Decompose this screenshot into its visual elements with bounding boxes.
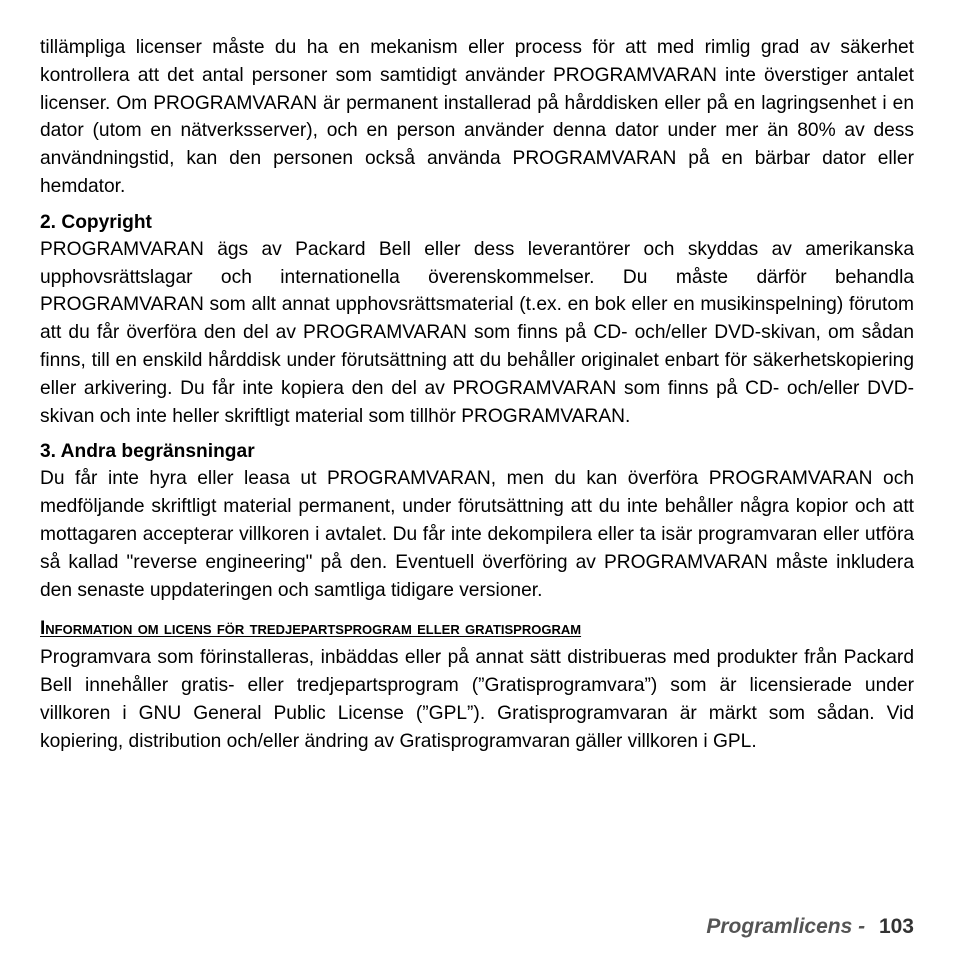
- footer-title: Programlicens -: [706, 915, 866, 938]
- page-footer: [706, 915, 914, 939]
- restrictions-paragraph: Du får inte hyra eller leasa ut PROGRAMVARAN, men du kan överföra PROGRAMVARAN och medföljande skriftligt material permanent, under förutsättning att du inte behåller några kopior och att mottagaren accepterar villkoren i avtalet. Du får inte dekompilera eller ta isär programvaran eller utföra så kallad "reverse engineering" på den. Eventuell överföring av PROGRAMVARAN måste inkludera den senaste uppdateringen och samtliga tidigare versioner.: [40, 468, 914, 601]
- thirdparty-heading: Information om licens för tredjepartsprogram eller gratisprogram: [40, 618, 582, 640]
- thirdparty-paragraph: Programvara som förinstalleras, inbäddas eller på annat sätt distribueras med produkter från Packard Bell innehåller gratis- eller tredjepartsprogram (”Gratisprogramvara”) som är licensierade under villkoren i GNU General Public License (”GPL”). Gratisprogramvaran är märkt som sådan. Vid kopiering, distribution och/eller ändring av Gratisprogramvaran gäller villkoren i GPL.: [40, 647, 914, 752]
- copyright-paragraph: PROGRAMVARAN ägs av Packard Bell eller dess leverantörer och skyddas av amerikanska upphovsrättslagar och internationella överenskommelser. Du måste därför behandla PROGRAMVARAN som allt annat upphovsrättsmaterial (t.ex. en bok eller en musikinspelning) förutom att du får överföra den del av PROGRAMVARAN som finns på CD- och/eller DVD-skivan, om sådan finns, till en enskild hårddisk under förutsättning att du behåller originalet enbart för säkerhetskopiering eller arkivering. Du får inte kopiera den del av PROGRAMVARAN som finns på CD- och/eller DVD-skivan och inte heller skriftligt material som tillhör PROGRAMVARAN.: [40, 238, 914, 427]
- restrictions-heading: 3. Andra begränsningar: [40, 441, 255, 463]
- page-number: 103: [878, 915, 914, 938]
- document-page: [40, 34, 914, 756]
- copyright-heading: 2. Copyright: [40, 211, 152, 233]
- intro-paragraph: tillämpliga licenser måste du ha en mekanism eller process för att med rimlig grad av säkerhet kontrollera att det antal personer som samtidigt använder PROGRAMVARAN inte överstiger antalet licenser. Om PROGRAMVARAN är permanent installerad på hårddisken eller på en lagringsenhet i en dator (utom en nätverksserver), och en person använder denna dator under mer än 80% av dess användningstid, kan den personen också använda PROGRAMVARAN på en bärbar dator eller hemdator.: [40, 37, 914, 197]
